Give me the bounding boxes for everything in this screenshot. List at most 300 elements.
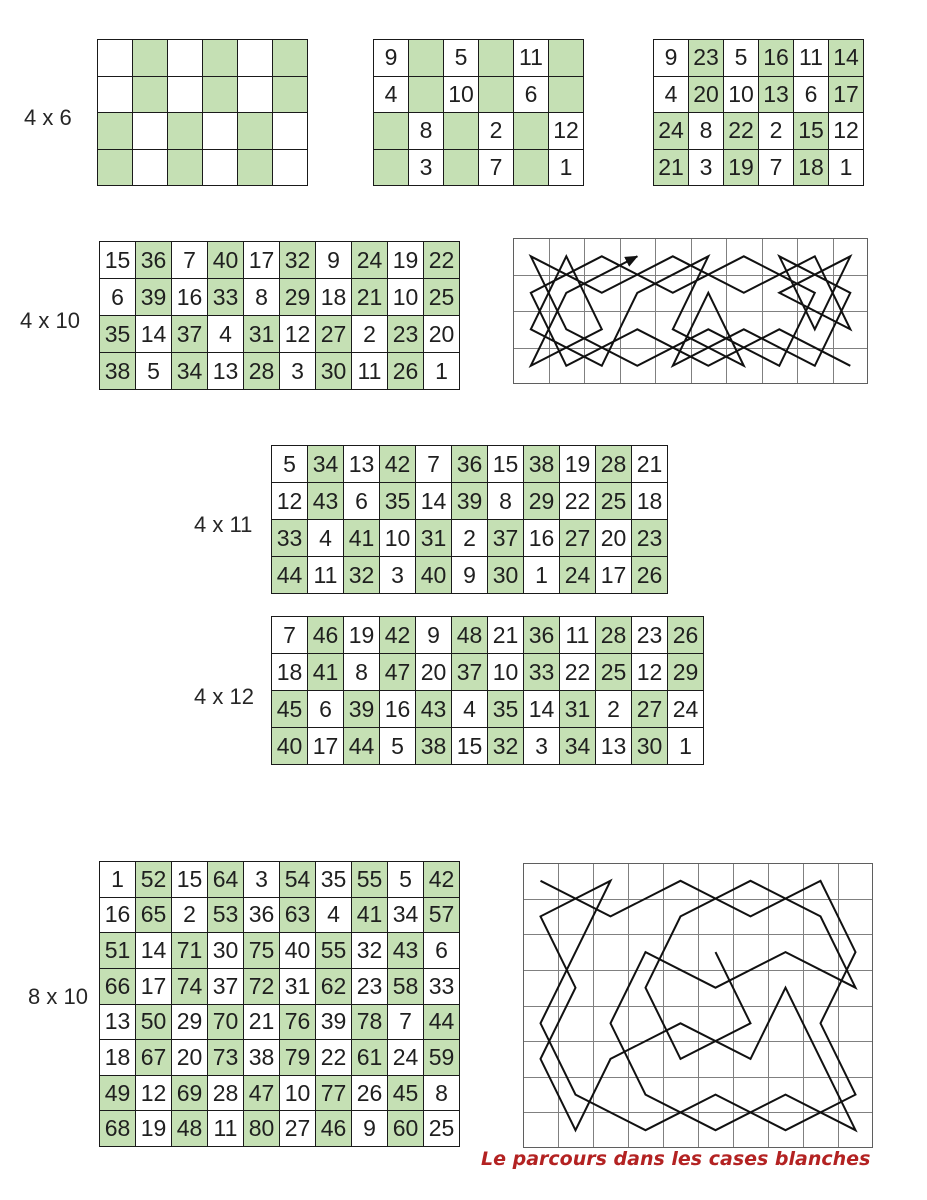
grid-lines: [523, 863, 873, 1148]
grid-cell-number: 66: [100, 969, 136, 1005]
grid-cell-number: 52: [136, 862, 172, 898]
grid-cell-number: 21: [488, 617, 524, 654]
grid-cell-number: 36: [524, 617, 560, 654]
label-4x12: 4 x 12: [194, 684, 254, 709]
grid-cell-number: 13: [208, 353, 244, 390]
grid-cell-number: 11: [308, 557, 344, 594]
grid-cell-number: 17: [136, 969, 172, 1005]
grid-cell-number: 24: [388, 1040, 424, 1076]
grid-cell-number: 6: [794, 77, 829, 114]
grid-cell-number: 71: [172, 933, 208, 969]
grid-cell-number: 30: [632, 728, 668, 765]
label-4x11: 4 x 11: [194, 512, 253, 537]
grid-cell-number: 2: [352, 316, 388, 353]
grid-cell-number: 29: [172, 1005, 208, 1041]
grid-cell: [168, 40, 203, 77]
grid-cell-number: 40: [416, 557, 452, 594]
grid-cell: [514, 113, 549, 150]
grid-cell-number: 78: [352, 1005, 388, 1041]
grid-cell-number: 62: [316, 969, 352, 1005]
grid-cell-number: 5: [388, 862, 424, 898]
grid-cell: [133, 77, 168, 114]
grid-cell: [409, 77, 444, 114]
grid-cell-number: 26: [352, 1076, 388, 1112]
grid-cell-number: 20: [424, 316, 460, 353]
grid-cell-number: 3: [409, 150, 444, 187]
grid-cell-number: 3: [524, 728, 560, 765]
grid-cell-number: 10: [724, 77, 759, 114]
grid-cell-number: 31: [416, 520, 452, 557]
grid-cell-number: 10: [388, 279, 424, 316]
grid-cell-number: 47: [244, 1076, 280, 1112]
grid-cell-number: 38: [100, 353, 136, 390]
grid-cell-number: 2: [172, 898, 208, 934]
grid-cell-number: 1: [424, 353, 460, 390]
grid-cell-number: 55: [316, 933, 352, 969]
grid-cell-number: 13: [100, 1005, 136, 1041]
grid-cell-number: 19: [724, 150, 759, 187]
grid-cell: [203, 150, 238, 187]
grid-cell-number: 19: [344, 617, 380, 654]
grid-cell-number: 29: [668, 654, 704, 691]
grid-cell-number: 9: [316, 242, 352, 279]
grid-cell-number: 2: [759, 113, 794, 150]
grid-cell-number: 2: [596, 691, 632, 728]
grid-cell-number: 14: [416, 483, 452, 520]
grid-cell-number: 28: [208, 1076, 244, 1112]
grid-cell-number: 34: [172, 353, 208, 390]
grid-cell-number: 39: [316, 1005, 352, 1041]
grid-cell-number: 9: [374, 40, 409, 77]
label-8x10: 8 x 10: [28, 984, 88, 1009]
grid-cell-number: 41: [352, 898, 388, 934]
grid-cell-number: 24: [654, 113, 689, 150]
grid-cell: [133, 113, 168, 150]
grid-cell-number: 17: [596, 557, 632, 594]
grid-cell-number: 34: [308, 446, 344, 483]
grid-cell-number: 30: [488, 557, 524, 594]
grid-cell-number: 15: [172, 862, 208, 898]
grid-cell-number: 27: [632, 691, 668, 728]
grid-cell-number: 25: [596, 654, 632, 691]
grid-cell-number: 16: [100, 898, 136, 934]
grid-cell-number: 12: [272, 483, 308, 520]
grid-cell-number: 29: [524, 483, 560, 520]
grid-cell-number: 21: [352, 279, 388, 316]
grid-cell-number: 7: [272, 617, 308, 654]
grid-cell-number: 48: [452, 617, 488, 654]
grid-cell: [203, 77, 238, 114]
grid-cell-number: 25: [424, 279, 460, 316]
grid-cell-number: 18: [632, 483, 668, 520]
grid-cell-number: 58: [388, 969, 424, 1005]
grid-cell: [133, 40, 168, 77]
grid-cell-number: 16: [380, 691, 416, 728]
grid-cell-number: 53: [208, 898, 244, 934]
grid-cell-number: 32: [280, 242, 316, 279]
grid-cell-number: 15: [794, 113, 829, 150]
grid-cell-number: 36: [452, 446, 488, 483]
grid-cell-number: 20: [416, 654, 452, 691]
grid-cell-number: 28: [596, 446, 632, 483]
grid-cell-number: 67: [136, 1040, 172, 1076]
grid-cell-number: 2: [452, 520, 488, 557]
grid-cell: [203, 40, 238, 77]
grid-cell-number: 30: [208, 933, 244, 969]
grid-cell: [273, 113, 308, 150]
grid-cell-number: 35: [316, 862, 352, 898]
grid-cell-number: 37: [452, 654, 488, 691]
grid-cell-number: 5: [444, 40, 479, 77]
grid-cell-number: 4: [452, 691, 488, 728]
grid-cell-number: 18: [272, 654, 308, 691]
grid-cell-number: 11: [794, 40, 829, 77]
grid-cell-number: 18: [100, 1040, 136, 1076]
grid-cell-number: 6: [424, 933, 460, 969]
grid-cell-number: 45: [388, 1076, 424, 1112]
grid-cell-number: 23: [352, 969, 388, 1005]
grid-cell-number: 42: [380, 446, 416, 483]
grid-cell-number: 44: [344, 728, 380, 765]
grid-cell-number: 30: [316, 353, 352, 390]
grid-cell-number: 72: [244, 969, 280, 1005]
grid-cell-number: 41: [308, 654, 344, 691]
grid-cell-number: 47: [380, 654, 416, 691]
grid-cell: [549, 40, 584, 77]
grid-cell-number: 31: [280, 969, 316, 1005]
grid-cell-number: 20: [596, 520, 632, 557]
grid-cell-number: 68: [100, 1111, 136, 1147]
grid-cell-number: 6: [344, 483, 380, 520]
grid-cell: [98, 113, 133, 150]
grid-cell-number: 1: [829, 150, 864, 187]
grid-cell-number: 14: [136, 933, 172, 969]
grid-cell-number: 21: [632, 446, 668, 483]
grid-cell-number: 12: [829, 113, 864, 150]
grid-cell-number: 16: [172, 279, 208, 316]
grid-cell-number: 18: [316, 279, 352, 316]
grid-cell-number: 63: [280, 898, 316, 934]
grid-cell-number: 9: [416, 617, 452, 654]
grid-cell-number: 26: [632, 557, 668, 594]
grid-cell-number: 17: [829, 77, 864, 114]
grid-cell: [273, 40, 308, 77]
grid-cell-number: 14: [829, 40, 864, 77]
grid-cell: [168, 150, 203, 187]
grid-4x12: [271, 616, 704, 765]
grid-cell-number: 79: [280, 1040, 316, 1076]
grid-cell-number: 42: [380, 617, 416, 654]
grid-cell-number: 1: [549, 150, 584, 187]
grid-cell-number: 46: [316, 1111, 352, 1147]
grid-cell: [444, 150, 479, 187]
grid-cell-number: 22: [724, 113, 759, 150]
grid-cell-number: 80: [244, 1111, 280, 1147]
grid-cell: [238, 150, 273, 187]
grid-cell-number: 75: [244, 933, 280, 969]
grid-cell-number: 4: [374, 77, 409, 114]
grid-cell-number: 50: [136, 1005, 172, 1041]
grid-cell-number: 12: [549, 113, 584, 150]
grid-cell-number: 23: [689, 40, 724, 77]
grid-cell-number: 34: [560, 728, 596, 765]
grid-cell-number: 39: [136, 279, 172, 316]
grid-cell-number: 21: [244, 1005, 280, 1041]
grid-cell-number: 31: [244, 316, 280, 353]
grid-cell-number: 5: [724, 40, 759, 77]
grid-cell-number: 74: [172, 969, 208, 1005]
grid-cell-number: 4: [308, 520, 344, 557]
grid-cell-number: 40: [208, 242, 244, 279]
grid-8x10: [99, 861, 460, 1147]
grid-cell: [168, 113, 203, 150]
grid-cell-number: 61: [352, 1040, 388, 1076]
grid-cell-number: 65: [136, 898, 172, 934]
grid-cell: [409, 40, 444, 77]
grid-4x11: [271, 445, 668, 594]
grid-cell-number: 15: [100, 242, 136, 279]
grid-cell-number: 7: [759, 150, 794, 187]
grid-cell-number: 41: [344, 520, 380, 557]
grid-cell-number: 13: [596, 728, 632, 765]
grid-cell-number: 4: [654, 77, 689, 114]
grid-cell-number: 10: [280, 1076, 316, 1112]
grid-cell-number: 25: [424, 1111, 460, 1147]
grid-cell-number: 32: [344, 557, 380, 594]
grid-cell-number: 1: [668, 728, 704, 765]
grid-cell-number: 18: [794, 150, 829, 187]
grid-cell-number: 38: [524, 446, 560, 483]
grid-cell-number: 22: [560, 654, 596, 691]
grid-cell-number: 26: [668, 617, 704, 654]
grid-cell-number: 37: [488, 520, 524, 557]
grid-cell-number: 43: [308, 483, 344, 520]
grid-cell-number: 7: [479, 150, 514, 187]
grid-cell-number: 4: [208, 316, 244, 353]
grid-cell-number: 5: [380, 728, 416, 765]
grid-cell-number: 21: [654, 150, 689, 187]
grid-cell-number: 26: [388, 353, 424, 390]
knight-path-figure-4x10: [513, 238, 868, 384]
grid-cell-number: 20: [172, 1040, 208, 1076]
grid-cell-number: 24: [668, 691, 704, 728]
grid-cell-number: 23: [632, 520, 668, 557]
grid-cell-number: 17: [308, 728, 344, 765]
grid-cell-number: 16: [524, 520, 560, 557]
grid-4x6-full-numbers: [653, 39, 864, 186]
grid-cell-number: 16: [759, 40, 794, 77]
grid-cell-number: 8: [424, 1076, 460, 1112]
grid-cell-number: 3: [689, 150, 724, 187]
grid-cell-number: 15: [452, 728, 488, 765]
grid-cell-number: 35: [488, 691, 524, 728]
grid-cell: [374, 113, 409, 150]
grid-cell: [98, 150, 133, 187]
grid-cell-number: 32: [352, 933, 388, 969]
grid-cell-number: 44: [424, 1005, 460, 1041]
grid-cell: [168, 77, 203, 114]
grid-cell-number: 22: [424, 242, 460, 279]
grid-cell-number: 51: [100, 933, 136, 969]
grid-cell-number: 43: [388, 933, 424, 969]
grid-cell-number: 33: [524, 654, 560, 691]
grid-cell: [374, 150, 409, 187]
grid-cell-number: 5: [272, 446, 308, 483]
grid-cell-number: 19: [560, 446, 596, 483]
grid-cell: [479, 40, 514, 77]
grid-cell-number: 39: [344, 691, 380, 728]
grid-cell-number: 11: [208, 1111, 244, 1147]
grid-cell-number: 35: [380, 483, 416, 520]
grid-cell-number: 10: [488, 654, 524, 691]
grid-cell-number: 8: [488, 483, 524, 520]
grid-cell-number: 19: [136, 1111, 172, 1147]
grid-4x6-white-numbers: [373, 39, 584, 186]
grid-cell-number: 6: [514, 77, 549, 114]
grid-cell-number: 3: [280, 353, 316, 390]
grid-cell-number: 27: [560, 520, 596, 557]
grid-cell-number: 38: [416, 728, 452, 765]
grid-cell-number: 19: [388, 242, 424, 279]
grid-cell: [514, 150, 549, 187]
grid-cell-number: 3: [244, 862, 280, 898]
label-4x6: 4 x 6: [24, 105, 72, 130]
grid-cell-number: 1: [524, 557, 560, 594]
grid-cell-number: 3: [380, 557, 416, 594]
grid-cell-number: 27: [280, 1111, 316, 1147]
grid-cell: [479, 77, 514, 114]
grid-cell-number: 8: [689, 113, 724, 150]
grid-cell-number: 9: [654, 40, 689, 77]
grid-cell: [238, 77, 273, 114]
knight-path-figure-8x10: [523, 863, 873, 1148]
grid-cell-number: 24: [560, 557, 596, 594]
grid-cell-number: 73: [208, 1040, 244, 1076]
grid-cell-number: 6: [100, 279, 136, 316]
grid-cell-number: 8: [344, 654, 380, 691]
grid-cell-number: 23: [388, 316, 424, 353]
grid-cell-number: 7: [172, 242, 208, 279]
grid-4x10: [99, 241, 460, 390]
grid-cell-number: 12: [280, 316, 316, 353]
grid-cell-number: 45: [272, 691, 308, 728]
grid-cell-number: 46: [308, 617, 344, 654]
grid-cell-number: 7: [388, 1005, 424, 1041]
grid-cell-number: 33: [424, 969, 460, 1005]
grid-cell-number: 33: [208, 279, 244, 316]
grid-cell-number: 8: [409, 113, 444, 150]
grid-cell-number: 13: [344, 446, 380, 483]
grid-cell-number: 4: [316, 898, 352, 934]
grid-cell-number: 9: [452, 557, 488, 594]
grid-cell: [98, 40, 133, 77]
grid-cell: [238, 40, 273, 77]
grid-cell-number: 27: [316, 316, 352, 353]
grid-cell-number: 35: [100, 316, 136, 353]
grid-cell-number: 44: [272, 557, 308, 594]
grid-cell-number: 36: [244, 898, 280, 934]
grid-cell-number: 37: [172, 316, 208, 353]
grid-cell-number: 23: [632, 617, 668, 654]
grid-cell-number: 69: [172, 1076, 208, 1112]
grid-cell-number: 43: [416, 691, 452, 728]
grid-cell-number: 5: [136, 353, 172, 390]
grid-cell-number: 7: [416, 446, 452, 483]
grid-4x6-pattern: [97, 39, 308, 186]
grid-cell-number: 59: [424, 1040, 460, 1076]
grid-cell: [549, 77, 584, 114]
grid-cell-number: 14: [136, 316, 172, 353]
grid-cell-number: 20: [689, 77, 724, 114]
grid-cell-number: 70: [208, 1005, 244, 1041]
grid-cell-number: 29: [280, 279, 316, 316]
grid-cell-number: 28: [244, 353, 280, 390]
grid-cell: [238, 113, 273, 150]
grid-cell-number: 8: [244, 279, 280, 316]
grid-cell-number: 1: [100, 862, 136, 898]
grid-cell-number: 42: [424, 862, 460, 898]
grid-cell: [98, 77, 133, 114]
grid-cell-number: 48: [172, 1111, 208, 1147]
caption: Le parcours dans les cases blanches: [481, 1148, 871, 1170]
grid-cell-number: 2: [479, 113, 514, 150]
grid-cell-number: 36: [136, 242, 172, 279]
grid-cell-number: 10: [444, 77, 479, 114]
grid-cell-number: 14: [524, 691, 560, 728]
grid-cell: [273, 150, 308, 187]
grid-cell-number: 31: [560, 691, 596, 728]
grid-cell-number: 25: [596, 483, 632, 520]
grid-cell-number: 60: [388, 1111, 424, 1147]
grid-cell-number: 13: [759, 77, 794, 114]
grid-cell-number: 9: [352, 1111, 388, 1147]
grid-cell-number: 40: [272, 728, 308, 765]
grid-cell-number: 11: [352, 353, 388, 390]
grid-cell-number: 38: [244, 1040, 280, 1076]
grid-cell-number: 33: [272, 520, 308, 557]
grid-cell-number: 6: [308, 691, 344, 728]
grid-cell-number: 17: [244, 242, 280, 279]
grid-cell-number: 12: [136, 1076, 172, 1112]
grid-cell-number: 28: [596, 617, 632, 654]
grid-cell-number: 11: [560, 617, 596, 654]
grid-cell-number: 39: [452, 483, 488, 520]
grid-cell-number: 22: [560, 483, 596, 520]
grid-cell-number: 32: [488, 728, 524, 765]
grid-cell-number: 12: [632, 654, 668, 691]
grid-cell: [133, 150, 168, 187]
grid-cell-number: 15: [488, 446, 524, 483]
grid-cell-number: 24: [352, 242, 388, 279]
grid-cell-number: 37: [208, 969, 244, 1005]
grid-cell-number: 77: [316, 1076, 352, 1112]
grid-cell-number: 22: [316, 1040, 352, 1076]
grid-cell: [273, 77, 308, 114]
grid-cell-number: 57: [424, 898, 460, 934]
label-4x10: 4 x 10: [20, 308, 80, 333]
grid-cell: [203, 113, 238, 150]
grid-cell-number: 11: [514, 40, 549, 77]
grid-cell-number: 55: [352, 862, 388, 898]
grid-cell-number: 64: [208, 862, 244, 898]
grid-cell: [444, 113, 479, 150]
grid-cell-number: 34: [388, 898, 424, 934]
grid-cell-number: 76: [280, 1005, 316, 1041]
grid-cell-number: 40: [280, 933, 316, 969]
grid-cell-number: 49: [100, 1076, 136, 1112]
grid-cell-number: 54: [280, 862, 316, 898]
grid-cell-number: 10: [380, 520, 416, 557]
